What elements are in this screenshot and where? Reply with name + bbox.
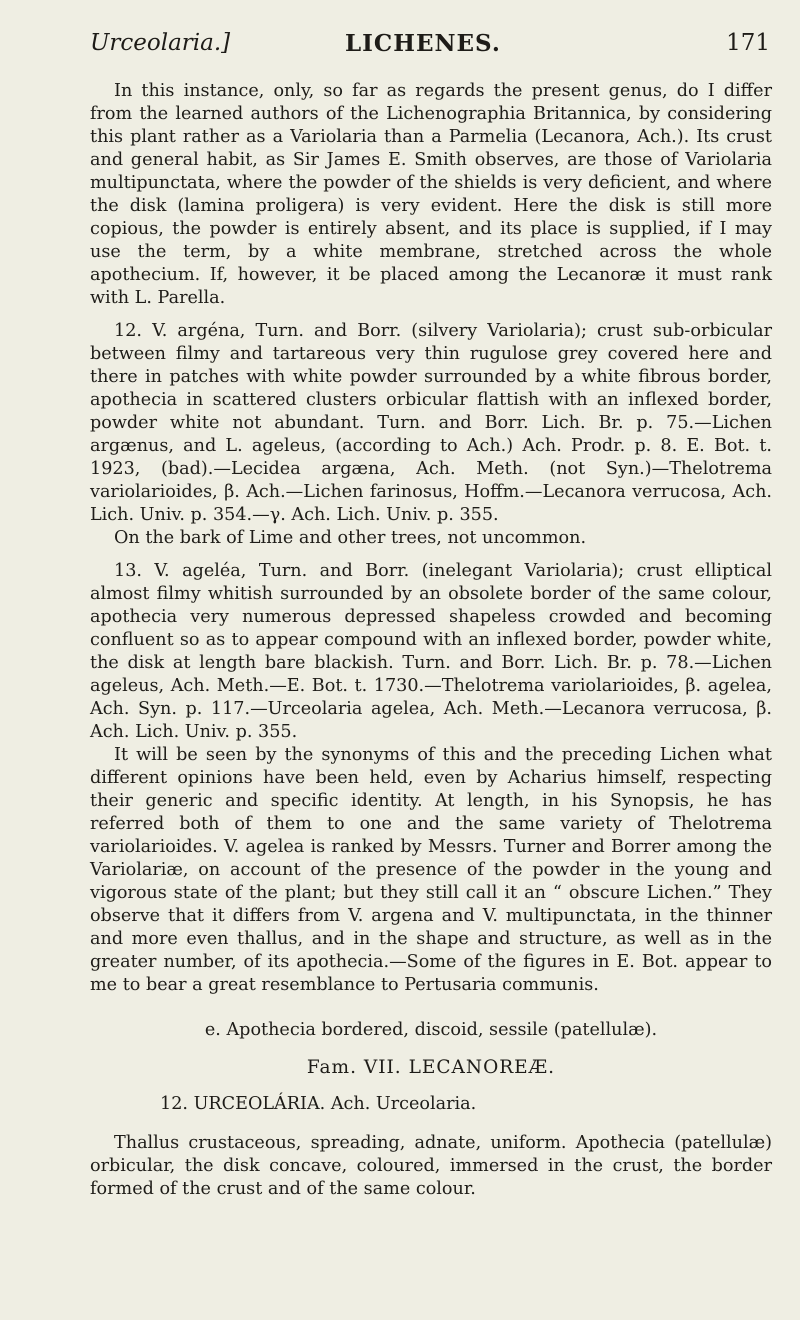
- habitat-note: On the bark of Lime and other trees, not uncommon.: [114, 528, 587, 548]
- family-heading: Fam. VII. LECANOREÆ.: [306, 1057, 556, 1078]
- genus-heading: 12. URCEOLÁRIA. Ach. Urceolaria.: [160, 1094, 477, 1114]
- section-heading: e. Apothecia bordered, discoid, sessile (patellulæ).: [204, 1020, 658, 1040]
- page-number: 171: [726, 30, 770, 56]
- header-title: LICHENES.: [345, 30, 501, 57]
- species-entry-argena: 12. V. argéna, Turn. and Borr. (silvery Variolaria); crust sub-orbicular between filmy and tartareous very thin rugulose grey covered here and there in patches with white powder surrounded by a white fibrous border, apothecia in scattered clusters orbicular flattish with an inflexed border, powder white not abundant. Turn. and Borr. Lich. Br. p. 75.—Lichen argænus, and L. ageleus, (according to Ach.) Ach. Prodr. p. 8. E. Bot. t. 1923, (bad).—Lecidea argæna, Ach. Meth. (not Syn.)—Thelotrema variolarioides, β. Ach.—Lichen farinosus, Hoffm.—Lecanora verrucosa, Ach. Lich. Univ. p. 354.—γ. Ach. Lich. Univ. p. 355.: [90, 321, 772, 525]
- header-genus: Urceolaria.]: [90, 30, 231, 56]
- paragraph-intro: In this instance, only, so far as regards the present genus, do I differ from the learned authors of the Lichenographia Britannica, by considering this plant rather as a Variolaria than a Parmelia (Lecanora, Ach.). Its crust and general habit, as Sir James E. Smith observes, are those of Variolaria multipunctata, where the powder of the shields is very deficient, and where the disk (lamina proligera) is very evident. Here the disk is still more copious, the powder is entirely absent, and its place is supplied, if I may use the term, by a white membrane, stretched across the whole apothecium. If, however, it be placed among the Lecanoræ it must rank with L. Parella.: [90, 81, 772, 308]
- species-entry-agelea: 13. V. ageléa, Turn. and Borr. (inelegant Variolaria); crust elliptical almost filmy whitish surrounded by an obsolete border of the same colour, apothecia very numerous depressed shapeless crowded and becoming confluent so as to appear compound with an inflexed border, powder white, the disk at length bare blackish. Turn. and Borr. Lich. Br. p. 78.—Lichen ageleus, Ach. Meth.—E. Bot. t. 1730.—Thelotrema variolarioides, β. agelea, Ach. Syn. p. 117.—Urceolaria agelea, Ach. Meth.—Lecanora verrucosa, β. Ach. Lich. Univ. p. 355.: [90, 561, 772, 742]
- paragraph-commentary: It will be seen by the synonyms of this and the preceding Lichen what different opinions have been held, even by Acharius himself, respecting their generic and specific identity. At length, in his Synopsis, he has referred both of them to one and the same variety of Thelotrema variolarioides. V. agelea is ranked by Messrs. Turner and Borrer among the Variolariæ, on account of the presence of the powder in the young and vigorous state of the plant; but they still call it an “ obscure Lichen.” They observe that it differs from V. argena and V. multipunctata, in the thinner and more even thallus, and in the shape and structure, as well as in the greater number, of its apothecia.—Some of the figures in E. Bot. appear to me to bear a great resemblance to Pertusaria communis.: [90, 745, 772, 995]
- running-header: [90, 30, 770, 70]
- page-body: [90, 80, 772, 1201]
- genus-description: Thallus crustaceous, spreading, adnate, uniform. Apothecia (patellulæ) orbicular, the disk concave, coloured, immersed in the crust, the border formed of the crust and of the same colour.: [90, 1133, 772, 1199]
